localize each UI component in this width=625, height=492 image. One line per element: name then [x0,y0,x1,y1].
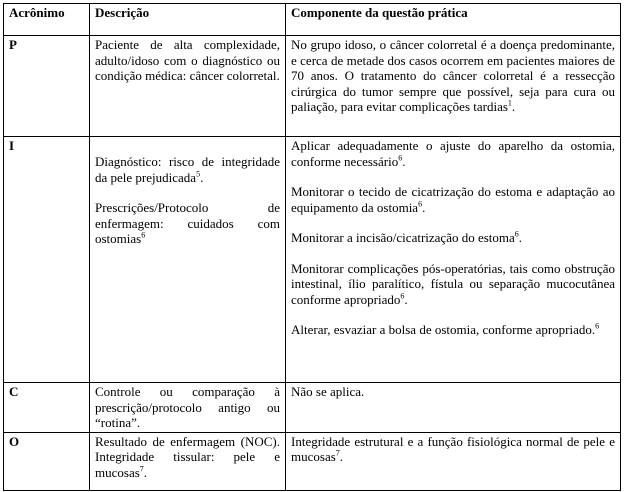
description-cell [90,137,286,383]
header-description: Descrição [90,4,286,36]
table-row [4,432,621,490]
component-text: Não se aplica. [291,384,365,399]
description-cell [90,383,286,433]
description-text: Paciente de alta complexidade, adulto/idoso com o diagnóstico ou condição médica: câncer colorretal. [95,37,280,83]
component-text: Monitorar complicações pós-operatórias, tais como obstrução intestinal, ílio paralítico, fístula ou separação mucocutânea conforme apropriado$^6$. [291,260,615,307]
pico-table [3,3,621,491]
table-row [4,36,621,137]
component-cell [286,383,621,433]
header-component: Componente da questão prática [286,4,621,36]
component-text: Alterar, esvaziar a bolsa de ostomia, conforme apropriado.$^6$ [291,321,600,337]
component-text: Aplicar adequadamente o ajuste do aparelho da ostomia, conforme necessário$^6$. [291,138,615,169]
component-text: Monitorar o tecido de cicatrização do estoma e adaptação ao equipamento da ostomia$^6$. [291,184,615,215]
acronym-cell: P [4,36,90,137]
component-cell [286,36,621,137]
description-text: Controle ou comparação à prescrição/protocolo antigo ou “rotina”. [95,384,280,430]
header-row [4,4,621,36]
acronym-cell: C [4,383,90,433]
component-text: Monitorar a incisão/cicatrização do estoma$^6$. [291,229,523,245]
description-text: Diagnóstico: risco de integridade da pele prejudicada$^5$. [95,154,280,185]
component-cell [286,432,621,490]
component-text: No grupo idoso, o câncer colorretal é a doença predominante, e cerca de metade dos casos ocorrem em pacientes maiores de 70 anos. O tratamento do câncer colorretal é a ressecção cirúrgica do tumor sempre que possível, seja para cura ou paliação, para evitar complicações tardias$^1$. [291,37,615,114]
description-text: Prescrições/Protocolo de enfermagem: cuidados com ostomias$^6$ [95,200,280,246]
acronym-cell: O [4,432,90,490]
component-text: Integridade estrutural e a função fisiológica normal de pele e mucosas$^7$. [291,433,615,464]
description-text: Resultado de enfermagem (NOC). Integridade tissular: pele e mucosas$^7$. [95,433,280,480]
table-row [4,137,621,383]
acronym-cell: I [4,137,90,383]
header-acronym: Acrônimo [4,4,90,36]
description-cell [90,36,286,137]
component-cell [286,137,621,383]
table-row [4,383,621,433]
description-cell [90,432,286,490]
